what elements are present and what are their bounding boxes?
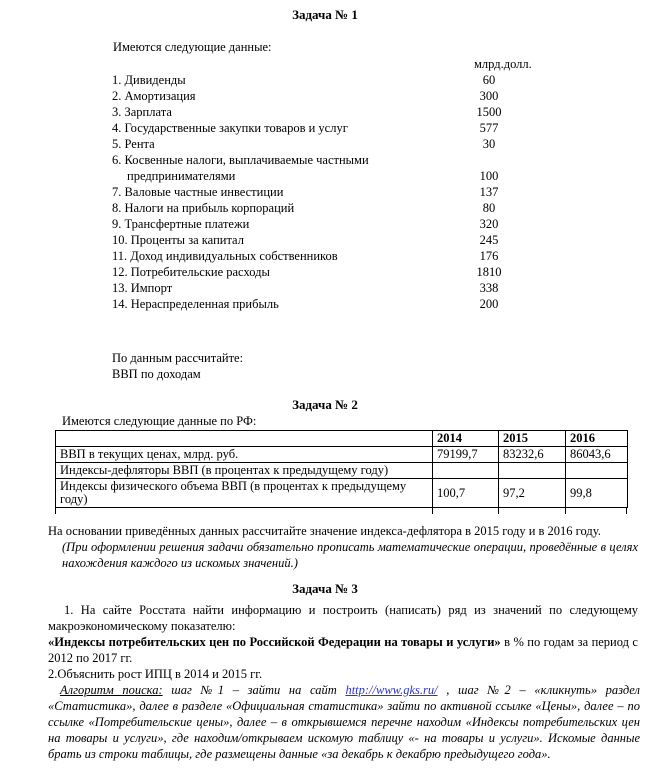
table-cell: ВВП в текущих ценах, млрд. руб. xyxy=(56,447,433,463)
table-header-cell: 2014 xyxy=(433,431,499,447)
list-item xyxy=(112,200,529,216)
table-cell xyxy=(433,463,499,479)
table-cell xyxy=(566,463,628,479)
algorithm-label: Алгоритм поиска: xyxy=(60,683,163,697)
list-item xyxy=(112,232,529,248)
task3-title: Задача № 3 xyxy=(292,581,358,596)
item-label: 3. Зарплата xyxy=(112,105,172,119)
table-cell: 86043,6 xyxy=(566,447,628,463)
table-cell: 100,7 xyxy=(433,479,499,508)
list-item xyxy=(112,168,529,184)
item-value: 338 xyxy=(479,281,499,295)
item-label: 12. Потребительские расходы xyxy=(112,265,270,279)
item-value: 137 xyxy=(479,185,499,199)
list-item xyxy=(112,120,529,136)
task2-table xyxy=(55,430,628,508)
list-item xyxy=(112,296,529,312)
table-cell: 79199,7 xyxy=(433,447,499,463)
table-row xyxy=(56,463,628,479)
item-value: 100 xyxy=(479,169,499,183)
item-value: 320 xyxy=(479,217,499,231)
algorithm-text-1: шаг №1 – зайти на сайт xyxy=(162,683,346,697)
item-label: 8. Налоги на прибыль корпораций xyxy=(112,201,295,215)
task1-items xyxy=(0,72,650,312)
list-item xyxy=(112,72,529,88)
item-value: 200 xyxy=(479,297,499,311)
table-row xyxy=(56,447,628,463)
list-item xyxy=(112,152,529,168)
item-value: 300 xyxy=(479,89,499,103)
task3-indicator-rest: в % по годам за период с 2012 по 2017 гг. xyxy=(48,635,638,665)
item-value: 577 xyxy=(479,121,499,135)
task1-title: Задача № 1 xyxy=(292,7,358,22)
list-item xyxy=(112,88,529,104)
item-label: 6. Косвенные налоги, выплачиваемые частными xyxy=(112,153,369,167)
item-label: предпринимателями xyxy=(127,169,236,183)
task1-instruction-target: ВВП по доходам xyxy=(112,367,201,381)
item-value: 1500 xyxy=(476,105,502,119)
table-cell: 99,8 xyxy=(566,479,628,508)
task3-step2: 2.Объяснить рост ИПЦ в 2014 и 2015 гг. xyxy=(48,667,263,681)
table-bottom-stub xyxy=(55,508,627,514)
task3-step1: 1. На сайте Росстата найти информацию и построить (написать) ряд из значений по следующему макроэкономическому показателю: xyxy=(48,603,638,633)
task3-indicator-line xyxy=(48,634,638,666)
item-value: 80 xyxy=(482,201,496,215)
table-cell xyxy=(499,463,566,479)
table-cell: 97,2 xyxy=(499,479,566,508)
list-item xyxy=(112,184,529,200)
task2-intro: Имеются следующие данные по РФ: xyxy=(62,414,257,428)
task1-intro: Имеются следующие данные: xyxy=(113,40,272,54)
item-value xyxy=(449,152,529,168)
item-label: 14. Нераспределенная прибыль xyxy=(112,297,279,311)
list-item xyxy=(112,136,529,152)
list-item xyxy=(112,216,529,232)
task1-unit-header: млрд.долл. xyxy=(474,57,532,71)
task2-note: (При оформлении решения задачи обязательно прописать математические операции, проведённые в целях нахождения каждого из искомых значений.) xyxy=(62,540,638,570)
table-header-cell: 2015 xyxy=(499,431,566,447)
gks-link[interactable]: http://www.gks.ru/ xyxy=(345,683,438,697)
list-item xyxy=(112,280,529,296)
item-value: 245 xyxy=(479,233,499,247)
item-label: 5. Рента xyxy=(112,137,155,151)
task3-algorithm xyxy=(48,682,640,762)
item-label: 9. Трансфертные платежи xyxy=(112,217,250,231)
item-label: 4. Государственные закупки товаров и услуг xyxy=(112,121,348,135)
table-header-cell: 2016 xyxy=(566,431,628,447)
task2-question: На основании приведённых данных рассчитайте значение индекса-дефлятора в 2015 году и в 2016 году. xyxy=(48,524,601,538)
item-value: 30 xyxy=(482,137,496,151)
item-label: 13. Импорт xyxy=(112,281,173,295)
item-label: 2. Амортизация xyxy=(112,89,196,103)
task1-instruction: По данным рассчитайте: xyxy=(112,351,244,365)
table-cell: 83232,6 xyxy=(499,447,566,463)
table-row xyxy=(56,479,628,508)
item-label: 7. Валовые частные инвестиции xyxy=(112,185,284,199)
list-item xyxy=(112,248,529,264)
item-value: 176 xyxy=(479,249,499,263)
task3-indicator-bold: «Индексы потребительских цен по Российской Федерации на товары и услуги» xyxy=(48,635,501,649)
list-item xyxy=(112,104,529,120)
list-item xyxy=(112,264,529,280)
table-cell: Индексы-дефляторы ВВП (в процентах к предыдущему году) xyxy=(56,463,433,479)
item-label: 1. Дивиденды xyxy=(112,73,186,87)
item-value: 1810 xyxy=(476,265,502,279)
item-value: 60 xyxy=(482,73,496,87)
item-label: 11. Доход индивидуальных собственников xyxy=(112,249,338,263)
algorithm-text-2: , шаг №2 – «кликнуть» раздел «Статистика», далее в разделе «Официальная статистика» зайти по активной ссылке «Цены», далее – по ссылке «Потребительские цены», далее – в открывшемся перечне находим «Индексы потребительских цен на товары и услуги», где находим/открываем искомую таблицу «- на товары и услуги». Искомые данные брать из строки таблицы, где размещены данные «за декабрь к декабрю предыдущего года». xyxy=(48,683,640,761)
item-label: 10. Проценты за капитал xyxy=(112,233,244,247)
table-header-cell xyxy=(56,431,433,447)
table-cell: Индексы физического объема ВВП (в процентах к предыдущему году) xyxy=(56,479,433,508)
table-header-row xyxy=(56,431,628,447)
task2-title: Задача № 2 xyxy=(292,397,358,412)
